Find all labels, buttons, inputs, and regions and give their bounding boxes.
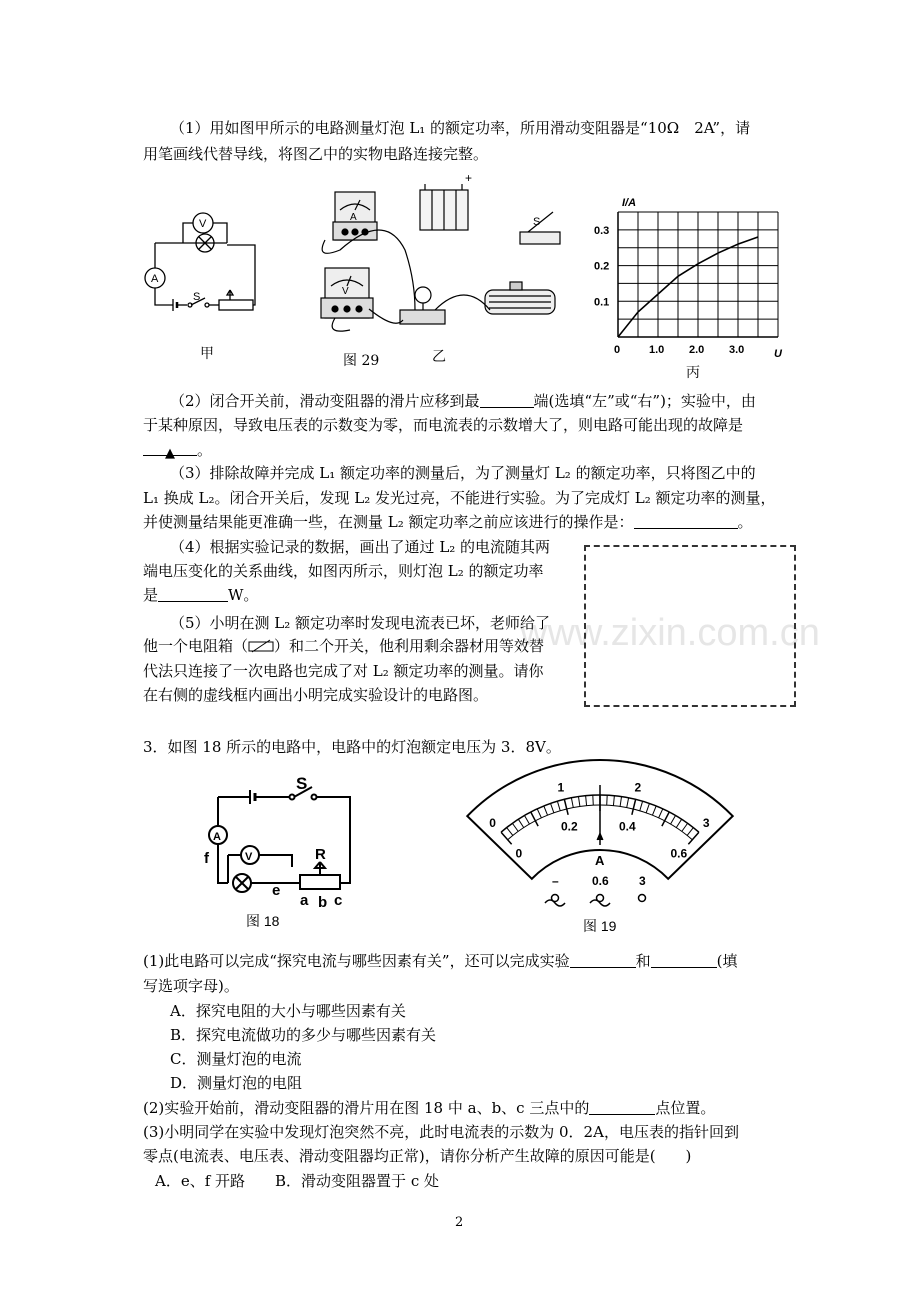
x-tick-label: 3.0: [729, 344, 745, 356]
q2-part5-line2: [143, 633, 544, 659]
answer-blank[interactable]: [480, 391, 534, 408]
svg-text:V: V: [342, 286, 349, 297]
answer-blank[interactable]: [634, 512, 738, 529]
figure-jia-circuit: [135, 205, 265, 320]
scale-tick: [518, 819, 523, 827]
scale-tick: [557, 801, 560, 811]
q2-part3-text: 并使测量结果能更准确一些，在测量 L₂ 额定功率之前应该进行的操作是：: [143, 513, 634, 531]
svg-text:f: f: [204, 850, 209, 867]
label-fig18: 图 18: [246, 913, 280, 929]
q2-part4-line1: （4）根据实验记录的数据，画出了通过 L₂ 的电流随其两: [170, 538, 551, 556]
iu-curve: [618, 237, 758, 337]
y-tick-label: 0.3: [594, 224, 610, 237]
x-tick-label: 0: [614, 344, 621, 356]
answer-drawing-box[interactable]: [584, 545, 796, 707]
answer-blank[interactable]: [651, 951, 717, 968]
q3-option-d: D．测量灯泡的电阻: [170, 1074, 303, 1092]
scale-tick: [571, 798, 573, 808]
svg-text:S: S: [533, 216, 541, 228]
scale-tick: [676, 819, 681, 827]
scale-tick: [531, 812, 538, 826]
scale-tick: [586, 796, 587, 806]
scale-tick: [544, 806, 548, 815]
q2-part3-line1: （3）排除故障并完成 L₁ 额定功率的测量后，为了测量灯 L₂ 的额定功率，只将图乙中的: [170, 464, 756, 482]
answer-blank[interactable]: [570, 951, 636, 968]
q3-option-a: A．探究电阻的大小与哪些因素有关: [170, 1002, 406, 1020]
resistance-box-icon: [248, 639, 274, 653]
scale-tick: [659, 809, 663, 818]
q3-s1-text: (1)此电路可以完成“探究电流与哪些因素有关”，还可以完成实验: [143, 952, 570, 970]
q3-option-c: C．测量灯泡的电流: [170, 1050, 302, 1068]
q2-part2-line3: ▲ 。: [143, 437, 212, 463]
q2-part5-text: 他一个电阻箱（: [143, 637, 249, 655]
q2-part3-line3: 并使测量结果能更准确一些，在测量 L₂ 额定功率之前应该进行的操作是： 。: [143, 513, 753, 531]
svg-text:S: S: [193, 291, 201, 303]
terminal-label: 3: [639, 874, 646, 888]
terminal-label: –: [552, 874, 559, 888]
scale-tick: [613, 796, 614, 806]
svg-text:a: a: [300, 892, 309, 909]
answer-blank[interactable]: [589, 1098, 655, 1115]
top-scale-label: 3: [702, 816, 710, 831]
bottom-scale-label: 0: [515, 846, 523, 861]
label-fig19: 图 19: [583, 918, 617, 934]
x-tick-label: 1.0: [649, 344, 665, 356]
scale-tick: [662, 812, 669, 826]
answer-blank[interactable]: [143, 439, 197, 461]
scale-tick: [687, 828, 693, 836]
scale-tick: [652, 806, 656, 815]
scale-tick: [627, 798, 629, 808]
y-axis-label: I/A: [622, 197, 637, 209]
figure-yi-apparatus: [305, 170, 585, 350]
label-bing: 丙: [686, 365, 700, 381]
scale-tick: [537, 809, 541, 818]
svg-text:V: V: [245, 851, 253, 863]
q3-s3-line3: A．e、f 开路 B．滑动变阻器置于 c 处: [155, 1172, 439, 1190]
scale-tick: [507, 828, 513, 836]
q2-part2-line1: [170, 388, 756, 414]
meter-unit: A: [595, 853, 605, 868]
scale-tick: [682, 823, 688, 831]
q3-s2-text: (2)实验开始前，滑动变阻器的滑片用在图 18 中 a、b、c 三点中的: [143, 1099, 590, 1117]
q3-s3-line1: (3)小明同学在实验中发现灯泡突然不亮，此时电流表的示数为 0．2A，电压表的指针回到: [143, 1123, 739, 1141]
q3-s2-line: [143, 1095, 715, 1121]
q2-part3-line2: L₁ 换成 L₂。闭合开关后，发现 L₂ 发光过亮，不能进行实验。为了完成灯 L₂ 额定功率的测量，: [143, 489, 776, 507]
scale-tick: [512, 823, 518, 831]
scale-tick: [564, 799, 568, 815]
x-axis-label: U: [774, 348, 782, 360]
svg-text:A: A: [350, 212, 357, 223]
q2-part2-text: （2）闭合开关前，滑动变阻器的滑片应移到最: [170, 392, 480, 410]
svg-text:+: +: [465, 171, 473, 185]
bottom-scale-label: 0.2: [561, 819, 578, 834]
q3-s1-tail: (填: [716, 952, 738, 970]
svg-text:b: b: [318, 894, 328, 911]
q3-s2-tail: 点位置。: [655, 1099, 716, 1117]
q3-s1-line1: [143, 948, 737, 974]
scale-tick: [632, 799, 636, 815]
scale-tick: [671, 815, 676, 824]
q2-part1-line2: 用笔画线代替导线，将图乙中的实物电路连接完整。: [143, 145, 489, 163]
q2-part4-tail: W。: [228, 586, 259, 604]
svg-text:S: S: [296, 774, 308, 793]
q3-s1-line2: 写选项字母)。: [143, 977, 239, 995]
q2-part4-line3: [143, 582, 258, 608]
answer-blank[interactable]: [158, 585, 228, 602]
terminal-label: 0.6: [592, 874, 609, 888]
scale-tick: [524, 815, 529, 824]
scale-tick: [551, 803, 554, 812]
top-scale-label: 0: [489, 816, 496, 831]
figure-18-circuit: [200, 775, 360, 910]
y-tick-label: 0.1: [594, 296, 610, 309]
q2-part2-line2: 于某种原因，导致电压表的示数变为零，而电流表的示数增大了，则电路可能出现的故障是: [143, 416, 744, 434]
q3-intro: 3．如图 18 所示的电路中，电路中的灯泡额定电压为 3．8V。: [143, 738, 561, 756]
svg-text:A: A: [213, 831, 221, 843]
top-scale-label: 2: [634, 780, 642, 795]
scale-tick: [620, 797, 621, 807]
scale-tick: [578, 797, 579, 807]
q2-part1-line1: （1）用如图甲所示的电路测量灯泡 L₁ 的额定功率，所用滑动变阻器是“10Ω 2A”，请: [170, 119, 751, 137]
label-yi: 乙: [432, 349, 446, 365]
q3-option-b: B．探究电流做功的多少与哪些因素有关: [170, 1026, 437, 1044]
q2-part2-tail: 端(选填“左”或“右”)；实验中，由: [533, 392, 756, 410]
q2-part5-line1: （5）小明在测 L₂ 额定功率时发现电流表已坏，老师给了: [170, 614, 551, 632]
scale-tick: [640, 801, 643, 811]
q3-s1-and: 和: [635, 952, 651, 970]
bottom-scale-label: 0.4: [618, 819, 636, 834]
q3-s3-line2: 零点(电流表、电压表、滑动变阻器均正常)，请你分析产生故障的原因可能是( ): [143, 1147, 692, 1165]
svg-text:e: e: [272, 882, 281, 899]
top-scale-label: 1: [557, 780, 565, 795]
pointer-tip: [597, 833, 603, 840]
y-tick-label: 0.2: [594, 260, 610, 273]
figure-19-ammeter: [489, 755, 710, 920]
label-jia: 甲: [200, 346, 214, 362]
q2-part4-text: 是: [143, 586, 159, 604]
watermark: www.zixin.com.cn: [520, 612, 820, 654]
q2-part4-line2: 端电压变化的关系曲线，如图丙所示，则灯泡 L₂ 的额定功率: [143, 562, 544, 580]
bottom-scale-label: 0.6: [670, 846, 688, 861]
page-number: 2: [455, 1215, 464, 1230]
q2-part5-text2: ）和二个开关，他利用剩余器材用等效替: [274, 637, 545, 655]
svg-text:V: V: [199, 218, 207, 230]
scale-tick: [646, 803, 649, 812]
placeholder-triangle: ▲: [165, 446, 175, 461]
q2-part5-line4: 在右侧的虚线框内画出小明完成实验设计的电路图。: [143, 686, 489, 704]
svg-text:R: R: [315, 846, 326, 863]
q2-part5-line3: 代法只连接了一次电路也完成了对 L₂ 额定功率的测量。请你: [143, 662, 544, 680]
figure-bing-graph: [590, 195, 790, 375]
svg-text:A: A: [151, 273, 159, 285]
svg-text:c: c: [334, 892, 343, 909]
label-fig29: 图 29: [343, 353, 380, 369]
terminal-screw: [639, 895, 646, 902]
x-tick-label: 2.0: [689, 344, 705, 356]
